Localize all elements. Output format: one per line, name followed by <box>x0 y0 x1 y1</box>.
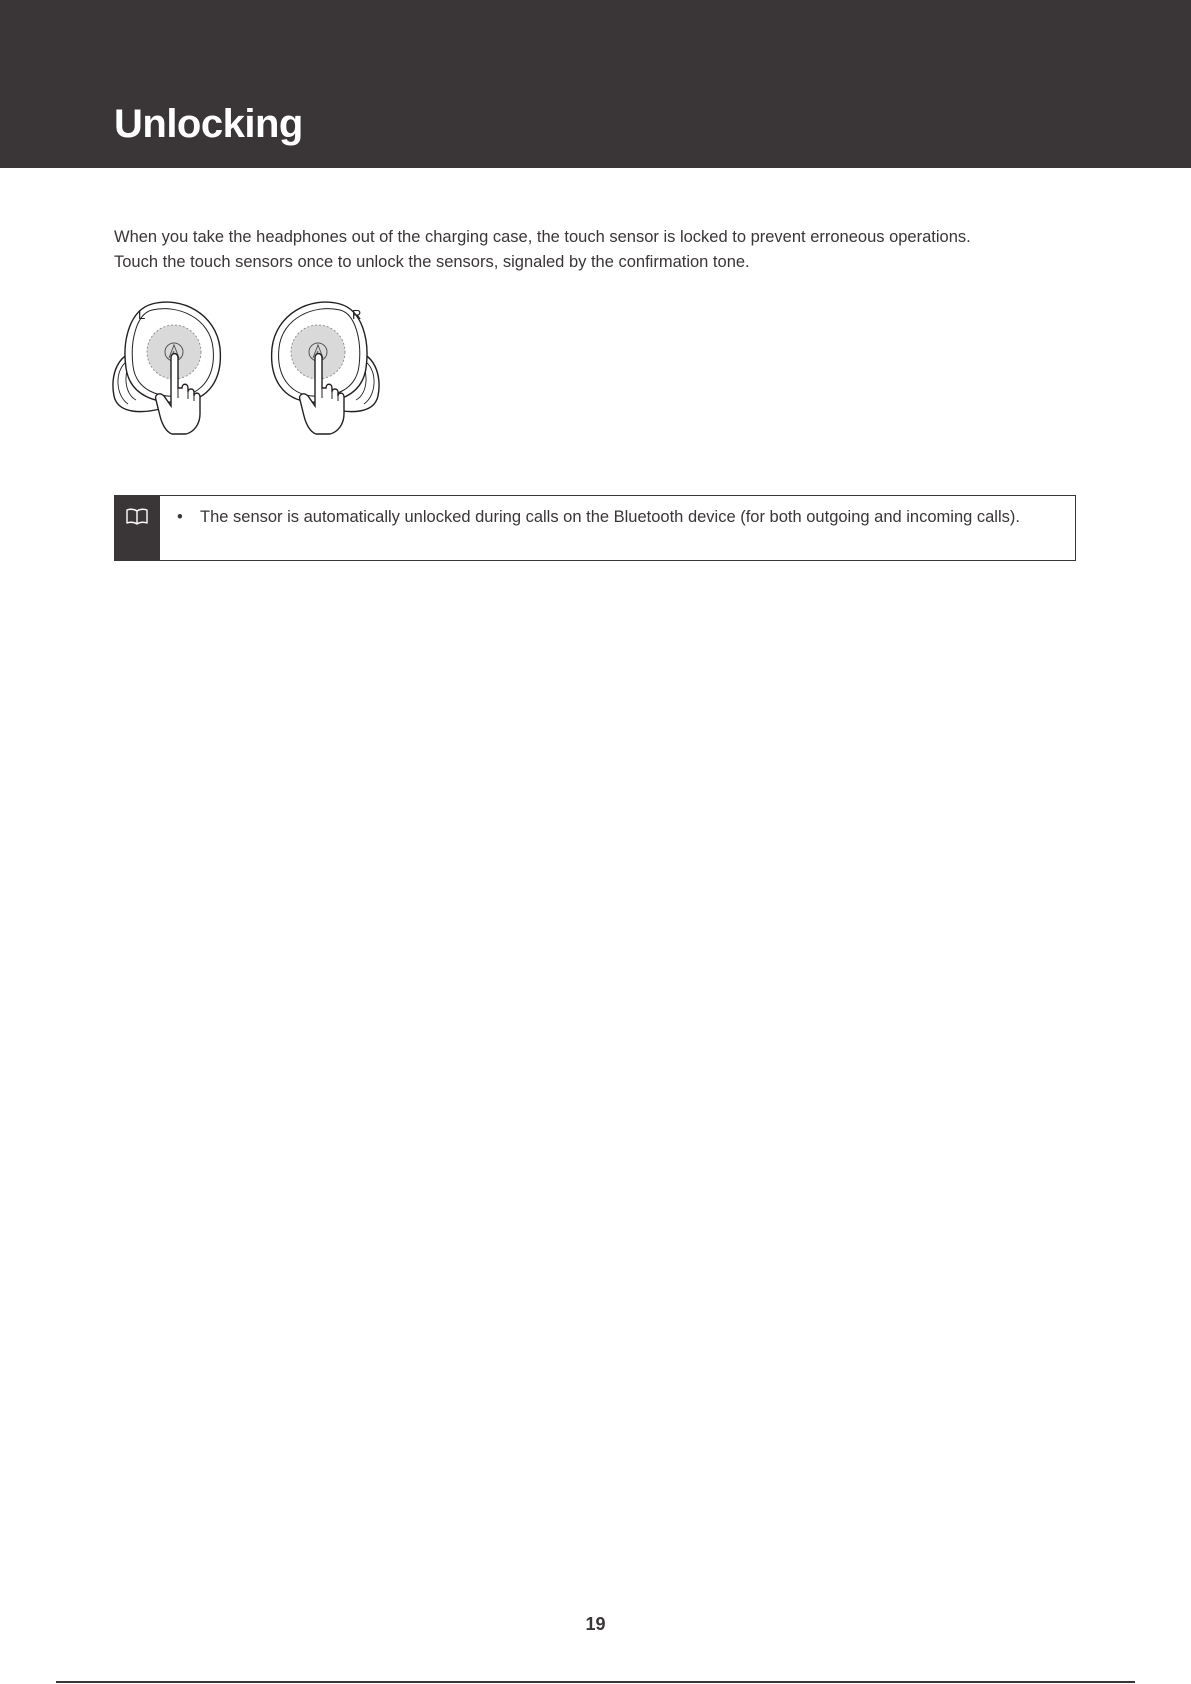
intro-line-2: Touch the touch sensors once to unlock the sensors, signaled by the confirmation tone. <box>114 253 750 271</box>
footer-rule <box>56 1681 1135 1683</box>
right-earbud <box>272 302 379 434</box>
page-title: Unlocking <box>114 102 303 146</box>
intro-line-1: When you take the headphones out of the charging case, the touch sensor is locked to prevent erroneous operations. <box>114 228 971 246</box>
left-earbud <box>113 302 220 434</box>
right-label: R <box>352 307 362 322</box>
earbuds-illustration <box>112 296 392 436</box>
left-label: L <box>138 307 146 322</box>
note-text: The sensor is automatically unlocked during calls on the Bluetooth device (for both outgoing and incoming calls). <box>200 508 1020 526</box>
book-icon <box>125 508 149 526</box>
note-bullet: • <box>177 508 183 526</box>
note-content <box>160 496 1075 560</box>
page-number: 19 <box>585 1614 606 1634</box>
intro-text <box>114 225 1074 275</box>
note-box <box>114 495 1076 561</box>
header-band <box>0 0 1191 168</box>
note-icon-cell <box>115 496 160 560</box>
